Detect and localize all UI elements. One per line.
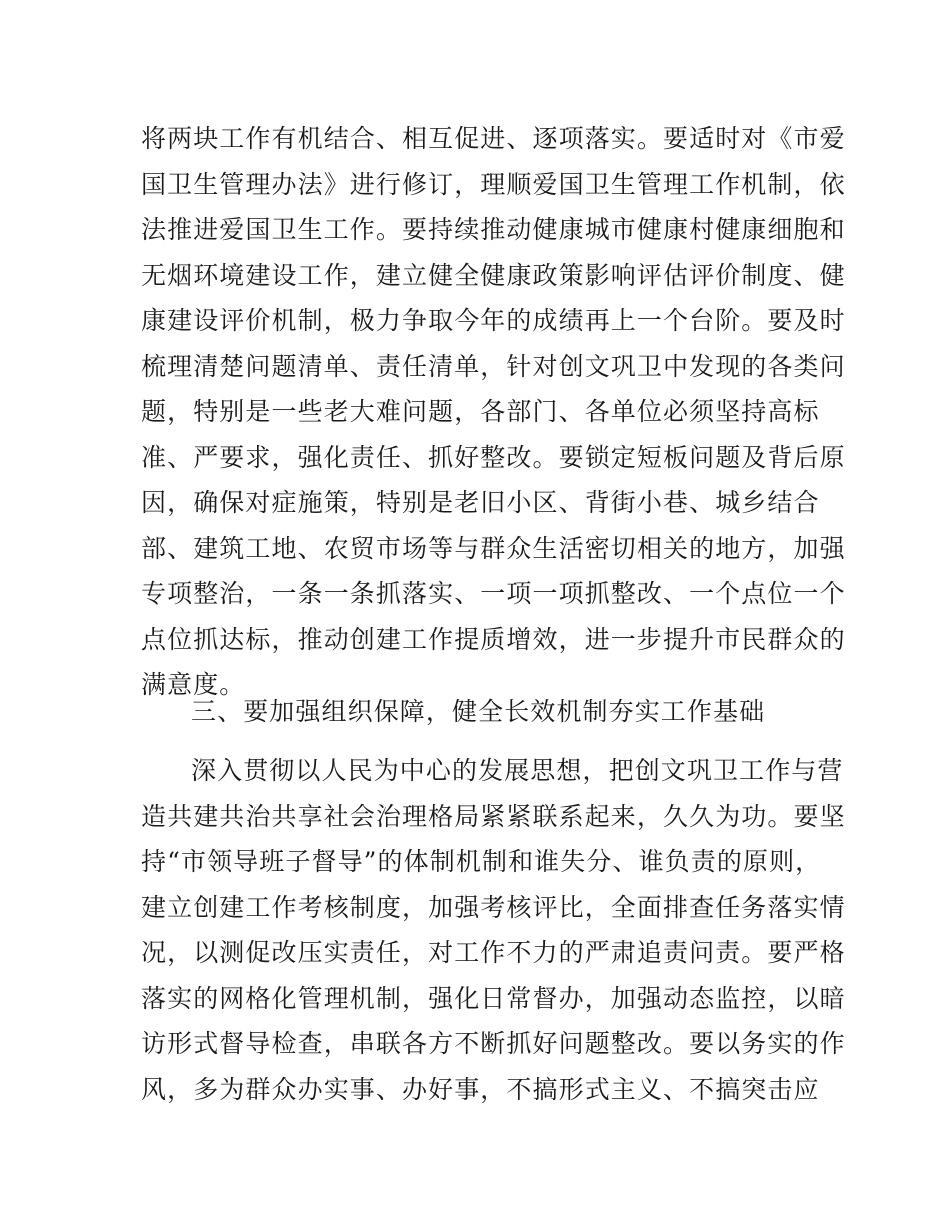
text-line: 访形式督导检查，串联各方不断抓好问题整改。要以务实的作: [141, 1029, 846, 1058]
text-line: 落实的网格化管理机制，强化日常督办，加强动态监控，以暗: [141, 983, 846, 1013]
text-line: 建立创建工作考核制度，加强考核评比，全面排查任务落实情: [141, 892, 846, 922]
section-heading-text: 三、要加强组织保障，健全长效机制夯实工作基础: [191, 697, 766, 726]
text-line: 准、严要求，强化责任、抓好整改。要锁定短板问题及背后原: [141, 442, 846, 472]
text-line: 题，特别是一些老大难问题，各部门、各单位必须坚持高标: [141, 397, 820, 426]
body-paragraph-2: [141, 748, 846, 1112]
text-line: 况，以测促改压实责任，对工作不力的严肃追责问责。要严格: [141, 938, 846, 967]
text-line: 将两块工作有机结合、相互促进、逐项落实。要适时对《市爱: [141, 124, 846, 153]
section-heading: [141, 689, 813, 735]
text-line: 点位抓达标，推动创建工作提质增效，进一步提升市民群众的: [141, 624, 846, 654]
text-line: 梳理清楚问题清单、责任清单，针对创文巩卫中发现的各类问: [141, 351, 846, 381]
text-line: 造共建共治共享社会治理格局紧紧联系起来，久久为功。要坚: [141, 801, 846, 831]
text-line: 因，确保对症施策，特别是老旧小区、背街小巷、城乡结合: [141, 488, 820, 517]
text-line: 无烟环境建设工作，建立健全健康政策影响评估评价制度、健: [141, 260, 846, 290]
text-line: 康建设评价机制，极力争取今年的成绩再上一个台阶。要及时: [141, 306, 846, 335]
text-line: 法推进爱国卫生工作。要持续推动健康城市健康村健康细胞和: [141, 215, 846, 244]
text-line: 持“市领导班子督导”的体制机制和谁失分、谁负责的原则，: [141, 847, 822, 876]
text-line: 国卫生管理办法》进行修订，理顺爱国卫生管理工作机制，依: [141, 169, 846, 199]
text-line-last: 满意度。: [141, 670, 246, 699]
body-paragraph-1: [141, 116, 846, 708]
text-line: 部、建筑工地、农贸市场等与群众生活密切相关的地方，加强: [141, 533, 846, 563]
text-line: 风，多为群众办实事、办好事，不搞形式主义、不搞突击应: [141, 1074, 820, 1104]
text-line-first: 深入贯彻以人民为中心的发展思想，把创文巩卫工作与营: [191, 756, 844, 785]
text-line: 专项整治，一条一条抓落实、一项一项抓整改、一个点位一个: [141, 579, 846, 608]
